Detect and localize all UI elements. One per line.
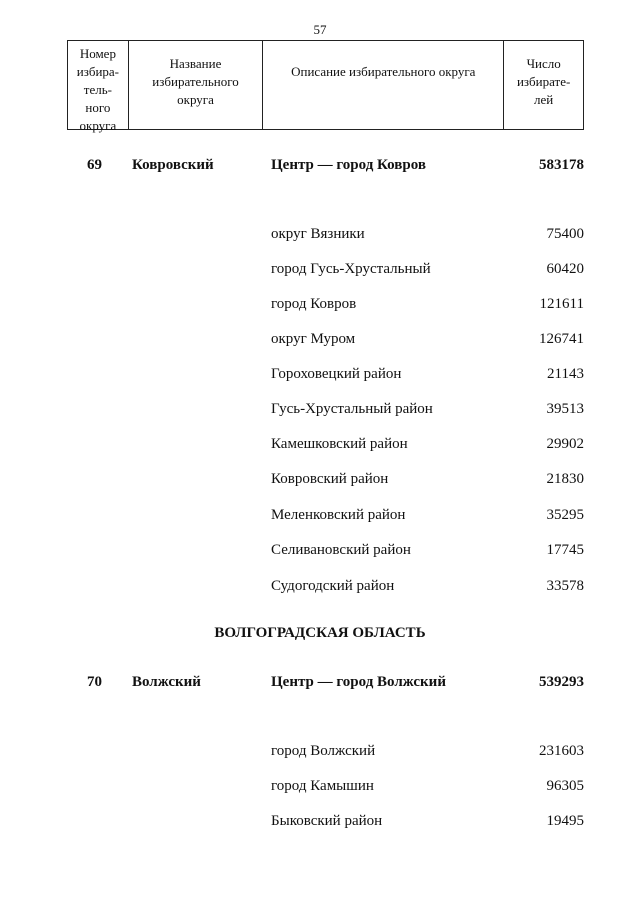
item-value: 231603	[539, 743, 584, 759]
item-value: 17745	[546, 542, 584, 558]
header-district-name	[129, 41, 263, 129]
item-value: 39513	[546, 401, 584, 417]
list-item	[0, 293, 640, 315]
list-item	[0, 539, 640, 561]
item-name: Меленковский район	[271, 507, 406, 523]
list-item	[0, 328, 640, 350]
list-item	[0, 504, 640, 526]
header-voter-count	[504, 41, 583, 129]
list-item	[0, 575, 640, 597]
district-number: 70	[87, 674, 102, 690]
item-name: Быковский район	[271, 813, 383, 829]
header-district-description	[263, 41, 504, 129]
district-number: 69	[87, 157, 102, 173]
item-value: 126741	[539, 331, 584, 347]
item-value: 21143	[547, 366, 584, 382]
region-heading: ВОЛГОГРАДСКАЯ ОБЛАСТЬ	[214, 625, 426, 641]
district-total: 583178	[539, 157, 584, 173]
header-voter-count-label: Число избирате- лей	[516, 56, 571, 107]
item-name: город Волжский	[271, 743, 376, 759]
item-name: Судогодский район	[271, 578, 395, 594]
item-name: город Камышин	[271, 778, 374, 794]
item-name: округ Вязники	[271, 226, 365, 242]
list-item	[0, 775, 640, 797]
item-value: 21830	[546, 471, 584, 487]
table-header	[67, 40, 584, 133]
header-district-number-label: Номер избира- тель- ного округа	[76, 46, 120, 133]
header-district-name-label: Название избирательного округа	[152, 56, 239, 107]
item-value: 29902	[546, 436, 584, 452]
item-value: 60420	[546, 261, 584, 277]
item-name: Селивановский район	[271, 542, 411, 558]
district-center: Центр — город Ковров	[271, 157, 426, 173]
district-row	[0, 154, 640, 176]
item-value: 75400	[546, 226, 584, 242]
district-row	[0, 671, 640, 693]
item-name: Гороховецкий район	[271, 366, 402, 382]
district-total: 539293	[539, 674, 584, 690]
list-item	[0, 433, 640, 455]
list-item	[0, 468, 640, 490]
list-item	[0, 223, 640, 245]
list-item	[0, 258, 640, 280]
item-value: 96305	[546, 778, 584, 794]
header-district-description-label: Описание избирательного округа	[291, 64, 476, 79]
item-name: округ Муром	[271, 331, 356, 347]
list-item	[0, 740, 640, 762]
district-center: Центр — город Волжский	[271, 674, 446, 690]
list-item	[0, 810, 640, 832]
item-name: Гусь-Хрустальный район	[271, 401, 433, 417]
item-name: город Гусь-Хрустальный	[271, 261, 431, 277]
header-district-number	[68, 41, 129, 133]
page-number: 57	[313, 22, 327, 37]
item-value: 33578	[546, 578, 584, 594]
list-item	[0, 363, 640, 385]
item-value: 121611	[539, 296, 584, 312]
district-name: Ковровский	[132, 157, 214, 173]
district-name: Волжский	[132, 674, 201, 690]
item-value: 19495	[546, 813, 584, 829]
item-value: 35295	[546, 507, 584, 523]
list-item	[0, 398, 640, 420]
item-name: Ковровский район	[271, 471, 389, 487]
item-name: город Ковров	[271, 296, 357, 312]
item-name: Камешковский район	[271, 436, 408, 452]
